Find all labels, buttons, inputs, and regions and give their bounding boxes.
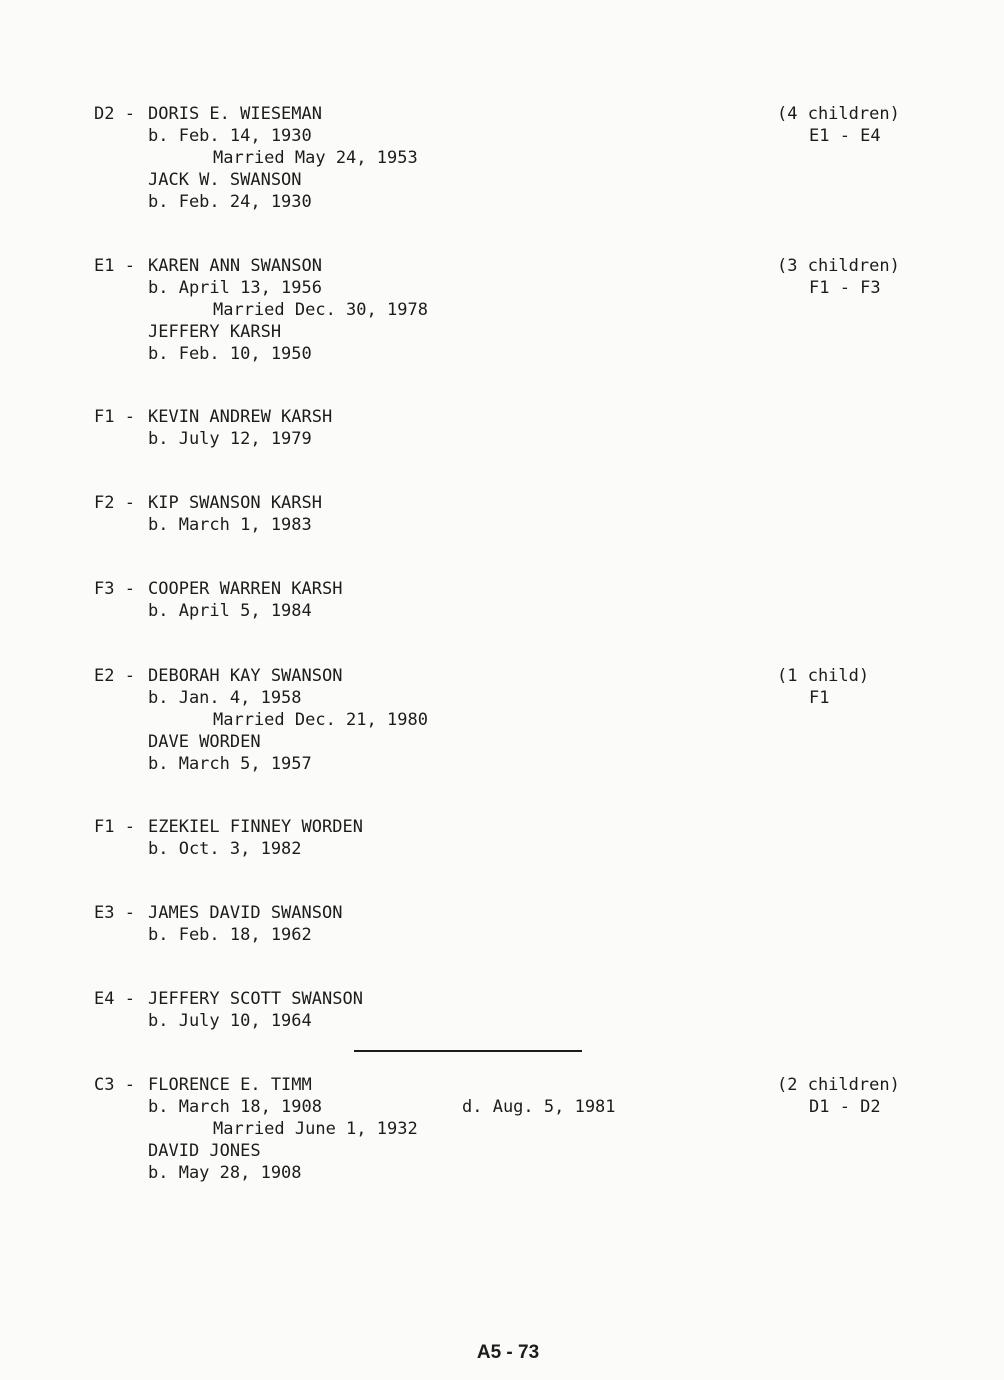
entry-name: EZEKIEL FINNEY WORDEN (148, 817, 363, 837)
section-divider (354, 1050, 582, 1052)
entry-name: DEBORAH KAY SWANSON (148, 666, 343, 686)
children-note (777, 255, 900, 299)
entry-code: E2 - (94, 666, 135, 686)
entry-code: F2 - (94, 493, 135, 513)
entry-name: KIP SWANSON KARSH (148, 493, 322, 513)
children-range: F1 - F3 (809, 278, 881, 298)
entry-code: E3 - (94, 903, 135, 923)
entry-code: E1 - (94, 256, 135, 276)
death-date: d. Aug. 5, 1981 (462, 1097, 616, 1117)
spouse-birth-date: b. Feb. 10, 1950 (148, 344, 312, 364)
entry-code: F3 - (94, 579, 135, 599)
birth-date: b. July 10, 1964 (148, 1011, 312, 1031)
birth-date: b. April 5, 1984 (148, 601, 312, 621)
children-count: (2 children) (777, 1075, 900, 1095)
children-count: (3 children) (777, 256, 900, 276)
entry-name: FLORENCE E. TIMM (148, 1075, 312, 1095)
entry-name: JEFFERY SCOTT SWANSON (148, 989, 363, 1009)
children-range: F1 (809, 688, 830, 708)
marriage-date: Married June 1, 1932 (213, 1119, 418, 1139)
birth-date: b. April 13, 1956 (148, 278, 322, 298)
entry-code: C3 - (94, 1075, 135, 1095)
entry-name: JAMES DAVID SWANSON (148, 903, 343, 923)
children-count: (1 child) (777, 666, 870, 686)
entry-name: COOPER WARREN KARSH (148, 579, 343, 599)
marriage-date: Married Dec. 21, 1980 (213, 710, 428, 730)
birth-date: b. Oct. 3, 1982 (148, 839, 302, 859)
spouse-birth-date: b. March 5, 1957 (148, 754, 312, 774)
entry-code: D2 - (94, 104, 135, 124)
spouse-name: JACK W. SWANSON (148, 170, 302, 190)
entry-name: DORIS E. WIESEMAN (148, 104, 322, 124)
children-note (777, 665, 869, 709)
children-note (777, 1074, 900, 1118)
birth-date: b. March 18, 1908 (148, 1097, 322, 1117)
birth-date: b. Feb. 18, 1962 (148, 925, 312, 945)
birth-date: b. Jan. 4, 1958 (148, 688, 302, 708)
children-note (777, 103, 900, 147)
spouse-birth-date: b. Feb. 24, 1930 (148, 192, 312, 212)
entry-name: KEVIN ANDREW KARSH (148, 407, 333, 427)
marriage-date: Married Dec. 30, 1978 (213, 300, 428, 320)
spouse-name: DAVE WORDEN (148, 732, 261, 752)
birth-date: b. March 1, 1983 (148, 515, 312, 535)
entry-code: E4 - (94, 989, 135, 1009)
children-count: (4 children) (777, 104, 900, 124)
birth-date: b. July 12, 1979 (148, 429, 312, 449)
birth-date: b. Feb. 14, 1930 (148, 126, 312, 146)
entry-code: F1 - (94, 817, 135, 837)
spouse-birth-date: b. May 28, 1908 (148, 1163, 302, 1183)
spouse-name: JEFFERY KARSH (148, 322, 282, 342)
entry-code: F1 - (94, 407, 135, 427)
page-number: A5 - 73 (476, 1342, 540, 1363)
marriage-date: Married May 24, 1953 (213, 148, 418, 168)
spouse-name: DAVID JONES (148, 1141, 261, 1161)
entry-name: KAREN ANN SWANSON (148, 256, 322, 276)
children-range: D1 - D2 (809, 1097, 881, 1117)
children-range: E1 - E4 (809, 126, 881, 146)
